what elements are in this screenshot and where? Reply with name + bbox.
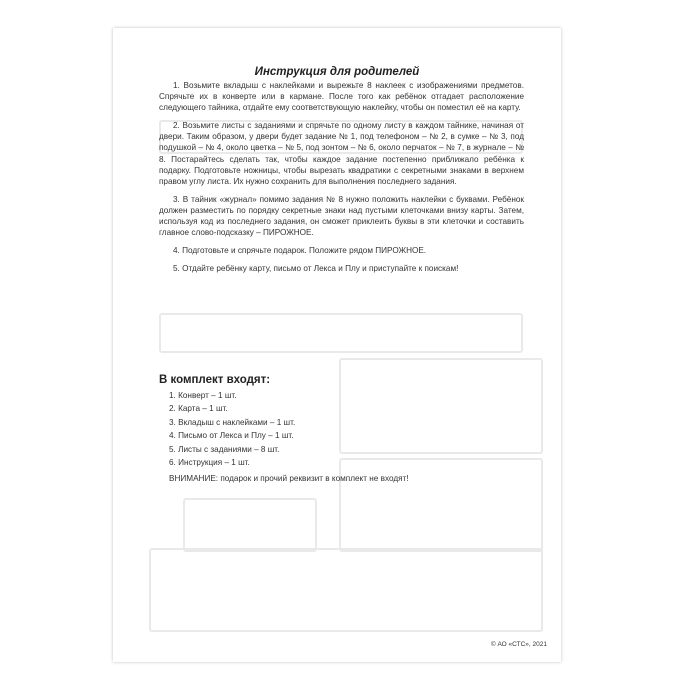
copyright: © АО «СТС», 2021 [490,641,547,648]
kit-item: 2. Карта – 1 шт. [169,404,228,414]
instruction-step: 5. Отдайте ребёнку карту, письмо от Лекса и Плу и приступайте к поискам! [173,264,459,274]
instruction-step: 3. В тайник «журнал» помимо задания № 8 нужно положить наклейки с буквами. Ребёнок должен разместить по порядку секретные знаки над пустыми клеточками внизу карты. Затем, используя код из последнего задания, он сможет приклеить буквы в эти клеточки и составить главное слово-подсказку – ПИРОЖНОЕ. [159,194,524,238]
kit-title: В комплект входят: [159,374,271,386]
instruction-sheet [113,28,561,662]
instruction-step: 2. Возьмите листы с заданиями и спрячьте по одному листу в каждом тайнике, начиная от двери. Таким образом, у двери будет задание № 1, под телефоном – № 2, в сумке – № 3, под подушкой – № 4, около цветка – № 5, под зонтом – № 6, около перчаток – № 7, в журнале – № 8. Постарайтесь сделать так, чтобы каждое задание постепенно приближало ребёнка к подарку. Подготовьте ножницы, чтобы вырезать квадратики с секретными знаками в верхнем правом углу листа. Их нужно сохранить для выполнения последнего задания. [159,121,524,186]
instruction-step: 4. Подготовьте и спрячьте подарок. Положите рядом ПИРОЖНОЕ. [173,246,427,256]
instruction-content [113,28,561,662]
warning-note: ВНИМАНИЕ: подарок и прочий реквизит в комплект не входят! [169,474,409,483]
kit-item: 4. Письмо от Лекса и Плу – 1 шт. [169,431,294,441]
kit-item: 1. Конверт – 1 шт. [169,391,237,400]
kit-item: 6. Инструкция – 1 шт. [169,458,250,468]
kit-list [169,389,295,469]
page-title: Инструкция для родителей [254,66,420,78]
kit-item: 3. Вкладыш с наклейками – 1 шт. [169,417,296,427]
instructions-list [159,80,524,281]
instruction-step: 1. Возьмите вкладыш с наклейками и вырежьте 8 наклеек с изображениями предметов. Спрячьте их в конверте или в кармане. После того как ребёнок отгадает расположение следующего тайника, отдайте ему соответствующую наклейку, чтобы он поместил её на карту. [159,81,524,113]
kit-item: 5. Листы с заданиями – 8 шт. [169,444,280,454]
